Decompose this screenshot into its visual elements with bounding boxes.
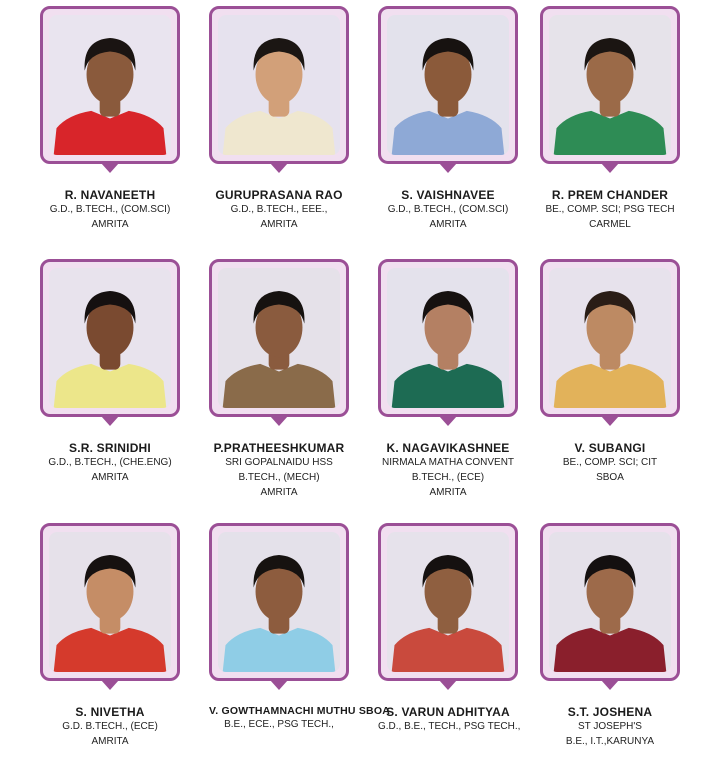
student-card-5: [40, 259, 210, 485]
student-detail-line: AMRITA: [260, 219, 298, 230]
portrait-icon: [218, 268, 340, 408]
student-card-1: [40, 6, 210, 232]
student-detail-line: NIRMALA MATHA CONVENT: [381, 457, 515, 468]
student-name: K. NAGAVIKASHNEE: [386, 441, 510, 455]
photo-frame: [40, 259, 180, 417]
student-name: V. GOWTHAMNACHI MUTHU SBOA: [209, 705, 390, 717]
student-details: [40, 719, 180, 749]
portrait-icon: [549, 15, 671, 155]
student-detail-line: G.D., B.TECH., (COM.SCI): [387, 204, 509, 215]
student-card-4: [540, 6, 710, 232]
photo-frame: [209, 259, 349, 417]
portrait-icon: [549, 268, 671, 408]
student-card-7: [378, 259, 548, 500]
student-details: [540, 455, 680, 485]
student-photo: [218, 268, 340, 408]
student-details: [209, 202, 349, 232]
student-name: R. PREM CHANDER: [551, 188, 669, 202]
student-detail-line: B.E., I.T.,KARUNYA: [565, 736, 655, 747]
student-detail-line: CARMEL: [589, 219, 631, 230]
photo-frame: [209, 6, 349, 164]
student-card-9: [40, 523, 210, 749]
student-detail-line: SRI GOPALNAIDU HSS: [225, 457, 333, 468]
student-photo: [49, 268, 171, 408]
student-detail-line: AMRITA: [91, 219, 129, 230]
student-photo: [549, 15, 671, 155]
photo-frame: [378, 6, 518, 164]
student-detail-line: AMRITA: [91, 472, 129, 483]
student-photo: [549, 268, 671, 408]
student-photo: [218, 532, 340, 672]
student-photo: [387, 532, 509, 672]
student-card-2: [209, 6, 379, 232]
student-name: S. VARUN ADHITYAA: [386, 705, 510, 719]
student-detail-line: AMRITA: [429, 487, 467, 498]
student-detail-line: BE., COMP. SCI; PSG TECH: [545, 204, 675, 215]
student-card-8: [540, 259, 710, 485]
student-photo: [549, 532, 671, 672]
student-photo: [387, 15, 509, 155]
student-detail-line: SBOA: [596, 472, 624, 483]
student-name: S.T. JOSHENA: [567, 705, 653, 719]
student-detail-line: G.D., B.TECH., (COM.SCI): [49, 204, 171, 215]
student-card-12: [540, 523, 710, 749]
student-detail-line: AMRITA: [260, 487, 298, 498]
portrait-icon: [49, 268, 171, 408]
portrait-icon: [549, 532, 671, 672]
photo-frame: [40, 523, 180, 681]
portrait-icon: [387, 268, 509, 408]
student-detail-line: G.D. B.TECH., (ECE): [62, 721, 158, 732]
student-name: P.PRATHEESHKUMAR: [213, 441, 345, 455]
student-name: S. NIVETHA: [75, 705, 145, 719]
student-detail-line: AMRITA: [91, 736, 129, 747]
photo-frame: [540, 523, 680, 681]
student-detail-line: B.E., ECE., PSG TECH.,: [224, 719, 334, 730]
student-name: S.R. SRINIDHI: [69, 441, 151, 455]
portrait-icon: [387, 532, 509, 672]
photo-frame: [540, 6, 680, 164]
student-card-11: [378, 523, 548, 734]
portrait-icon: [387, 15, 509, 155]
student-name: GURUPRASANA RAO: [215, 188, 343, 202]
student-photo: [49, 532, 171, 672]
student-card-6: [209, 259, 379, 500]
student-photo: [49, 15, 171, 155]
student-detail-line: B.TECH., (MECH): [238, 472, 320, 483]
student-detail-line: AMRITA: [429, 219, 467, 230]
student-name: V. SUBANGI: [574, 441, 646, 455]
student-details: [540, 719, 680, 749]
photo-frame: [40, 6, 180, 164]
student-detail-line: G.D., B.E., TECH., PSG TECH.,: [378, 721, 521, 732]
student-photo: [387, 268, 509, 408]
portrait-icon: [218, 15, 340, 155]
student-details: [378, 719, 521, 734]
student-details: [209, 717, 349, 732]
student-details: [40, 202, 180, 232]
photo-frame: [378, 259, 518, 417]
student-card-10: [209, 523, 390, 732]
student-name: S. VAISHNAVEE: [401, 188, 495, 202]
student-detail-line: B.TECH., (ECE): [411, 472, 485, 483]
student-detail-line: G.D., B.TECH., EEE.,: [230, 204, 328, 215]
portrait-icon: [218, 532, 340, 672]
photo-frame: [378, 523, 518, 681]
student-details: [209, 455, 349, 500]
photo-frame: [209, 523, 349, 681]
student-name: R. NAVANEETH: [64, 188, 156, 202]
portrait-icon: [49, 15, 171, 155]
photo-frame: [540, 259, 680, 417]
student-details: [540, 202, 680, 232]
student-card-3: [378, 6, 548, 232]
portrait-icon: [49, 532, 171, 672]
student-details: [40, 455, 180, 485]
student-details: [378, 455, 518, 500]
student-details: [378, 202, 518, 232]
student-detail-line: BE., COMP. SCI; CIT: [562, 457, 658, 468]
student-photo: [218, 15, 340, 155]
student-detail-line: G.D., B.TECH., (CHE.ENG): [48, 457, 172, 468]
student-detail-line: ST JOSEPH'S: [578, 721, 642, 732]
